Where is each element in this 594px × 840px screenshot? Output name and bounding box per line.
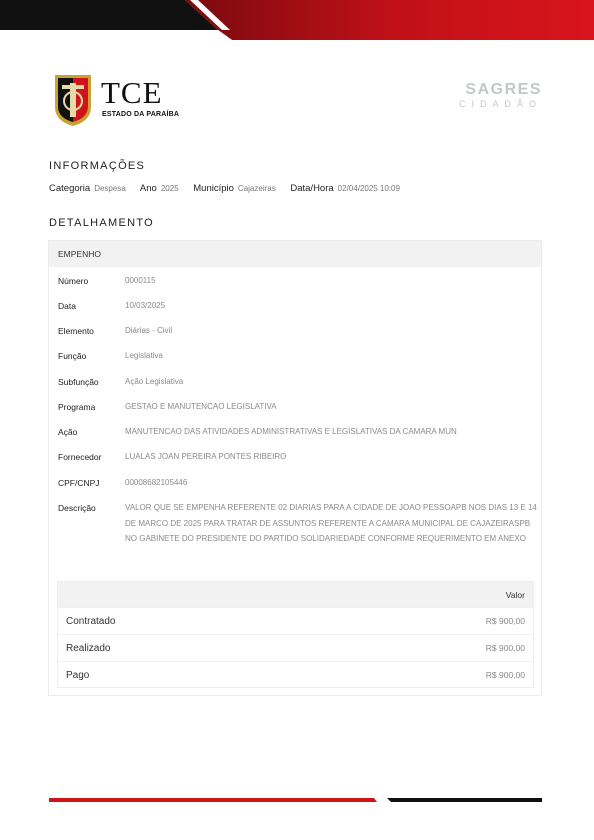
field-value: Diárias - Civil — [125, 326, 173, 335]
valor-label: Pago — [66, 670, 90, 681]
field-value: LUALAS JOAN PEREIRA PONTES RIBEIRO — [125, 452, 287, 461]
field-value: Ação Legislativa — [125, 377, 184, 386]
field-value: 10/03/2025 — [125, 301, 166, 310]
valor-amount: R$ 900,00 — [485, 670, 525, 680]
municipio-value: Cajazeiras — [237, 184, 276, 193]
field-value: 00008682105446 — [125, 478, 188, 487]
field-value: MANUTENCAO DAS ATIVIDADES ADMINISTRATIVAS E LEGISLATIVAS DA CAMARA MUN — [125, 427, 457, 436]
municipio-label: Município — [193, 183, 234, 194]
org-subtitle: ESTADO DA PARAÍBA — [102, 111, 180, 118]
field-value: VALOR QUE SE EMPENHA REFERENTE 02 DIARIAS PARA A CIDADE DE JOAO PESSOAPB NOS DIAS 13 E 14 DE MARCO DE 2025 PARA TRATAR DE ASSUNTOS REFERENTE A CAMARA MUNICIPAL DE CAJAZEIRASPB NO GABINETE DO PRESIDENTE DO PARTIDO SOLIDARIEDADE CONFORME REQUERIMENTO EM ANEXO — [125, 503, 537, 543]
valor-label: Realizado — [66, 643, 111, 654]
empenho-card — [48, 240, 542, 696]
tce-logo — [53, 73, 183, 129]
field-label: Programa — [58, 402, 96, 412]
sagres-subtitle: CIDADÃO — [458, 99, 542, 109]
ano-label: Ano — [139, 183, 157, 194]
valor-row-pago — [58, 661, 533, 689]
sagres-title: SAGRES — [465, 81, 542, 98]
sagres-brand — [459, 82, 542, 109]
footer-line — [49, 796, 542, 804]
org-name: TCE — [101, 75, 163, 110]
valores-header — [58, 582, 533, 607]
field-label: Elemento — [58, 326, 94, 336]
informacoes-title: INFORMAÇÕES — [49, 160, 146, 172]
categoria-label: Categoria — [49, 183, 91, 194]
field-label: Função — [58, 351, 87, 361]
valor-row-contratado — [58, 607, 533, 635]
valor-amount: R$ 900,00 — [485, 643, 525, 653]
valor-column-header: Valor — [505, 590, 525, 600]
field-label: Ação — [58, 427, 78, 437]
field-label: Descrição — [58, 503, 96, 513]
detalhamento-title: DETALHAMENTO — [49, 217, 155, 229]
empenho-header: EMPENHO — [49, 241, 541, 267]
categoria-value: Despesa — [94, 184, 126, 193]
field-label: Número — [58, 276, 89, 286]
field-label: Subfunção — [58, 377, 99, 387]
datahora-value: 02/04/2025 10:09 — [337, 184, 400, 193]
field-value: 0000115 — [125, 276, 156, 285]
valor-amount: R$ 900,00 — [485, 616, 525, 626]
field-label: Data — [58, 301, 76, 311]
info-line — [49, 183, 412, 194]
valores-table — [57, 581, 534, 688]
datahora-label: Data/Hora — [290, 183, 334, 194]
field-label: CPF/CNPJ — [58, 478, 100, 488]
tce-crest-icon — [53, 73, 93, 127]
valor-row-realizado — [58, 634, 533, 662]
field-value: GESTAO E MANUTENCAO LEGISLATIVA — [125, 402, 277, 411]
ano-value: 2025 — [160, 184, 179, 193]
top-banner — [0, 0, 594, 42]
field-label: Fornecedor — [58, 452, 102, 462]
field-value: Legislativa — [125, 351, 163, 360]
valor-label: Contratado — [66, 616, 116, 627]
